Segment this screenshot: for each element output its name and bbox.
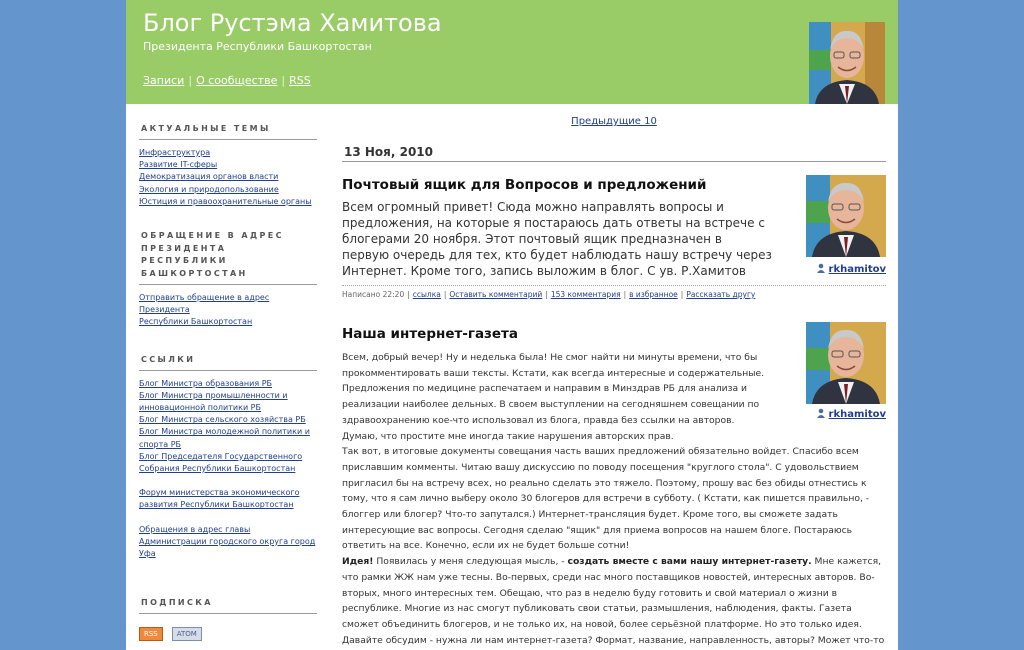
appeal-link[interactable] xyxy=(139,293,269,326)
post-title[interactable]: Наша интернет-газета xyxy=(342,326,518,342)
author-portrait-photo xyxy=(809,22,885,104)
divider xyxy=(139,284,317,285)
divider xyxy=(139,139,317,140)
date-header: 13 Ноя, 2010 xyxy=(342,145,886,162)
subscribe-section xyxy=(139,596,317,641)
post xyxy=(342,326,886,648)
author-name: rkhamitov xyxy=(828,264,886,275)
post-body xyxy=(342,350,886,648)
page xyxy=(126,0,898,650)
list-item xyxy=(139,487,317,511)
links-list xyxy=(139,378,317,476)
post-timestamp: Написано 22:20 xyxy=(342,290,405,299)
topics-list xyxy=(139,147,317,208)
list-item xyxy=(139,378,317,390)
tell-friend-link[interactable]: Рассказать другу xyxy=(686,290,756,299)
list-item xyxy=(139,426,317,450)
topic-link[interactable]: Инфраструктура xyxy=(139,148,211,157)
links-section xyxy=(139,353,317,561)
spacer xyxy=(139,475,317,487)
list-item xyxy=(139,147,317,159)
list-item xyxy=(139,171,317,183)
external-link[interactable]: Форум министерства экономического развития Республики Башкортостан xyxy=(139,488,300,510)
nav-about-link[interactable]: О сообществе xyxy=(196,74,278,87)
divider xyxy=(139,613,317,614)
list-item xyxy=(139,390,317,414)
author-avatar[interactable] xyxy=(806,175,886,257)
list-item xyxy=(139,184,317,196)
appeal-section xyxy=(139,230,317,329)
topic-link[interactable]: Юстиция и правоохранительные органы xyxy=(139,196,312,206)
feed-badges xyxy=(139,621,317,641)
post-paragraph: Мне кажется, что рамки ЖЖ нам уже тесны. Во-первых, среди нас много поставщиков новостей, интересных авторов. Во-вторых, много интересных тем. Обещаю, что раз в неделю буду готовить и свой материал о жизни в республике. Многие из нас смогут публиковать свои статьи, размышления, наблюдения, факты. Газета сможет объединить блогеров, и не только их, на новой, более серьёзной платформе. Но это только идея. Давайте обсудим - нужна ли нам интернет-газета? Формат, название, направленность, авторы? Может что-то xyxy=(342,556,885,646)
links-heading: ССЫЛКИ xyxy=(141,354,196,364)
appeal-heading: ОБРАЩЕНИЕ В АДРЕС ПРЕЗИДЕНТА РЕСПУБЛИКИ БАШКОРТОСТАН xyxy=(141,231,284,278)
list-item xyxy=(139,196,317,208)
topic-link[interactable]: Развитие IT-сферы xyxy=(139,160,218,170)
appeal-link-line: Республики Башкортостан xyxy=(139,317,253,327)
divider xyxy=(139,370,317,371)
author-name: rkhamitov xyxy=(828,409,886,420)
links-list-extra xyxy=(139,524,317,561)
external-link[interactable]: Блог Министра сельского хозяйства РБ xyxy=(139,415,306,425)
appeal-list xyxy=(139,292,317,329)
post-footer: Написано 22:20 | ссылка | Оставить комментарий | 153 комментария | в избранное | Рассказать другу xyxy=(342,285,886,299)
post-body: Всем огромный привет! Сюда можно направлять вопросы и предложения, на которые я постараюсь дать ответы на встрече с блогерами 20 ноября. Этот почтовый ящик предназначен в первую очередь для тех, кто будет наблюдать нашу встречу через Интернет. Кроме того, запись выложим в блог. С ув. Р.Хамитов xyxy=(342,200,772,278)
post-title[interactable]: Почтовый ящик для Вопросов и предложений xyxy=(342,177,707,193)
add-favorite-link[interactable]: в избранное xyxy=(629,290,678,299)
blog-subtitle: Президента Республики Башкортостан xyxy=(143,40,372,53)
blog-title[interactable]: Блог Рустэма Хамитова xyxy=(143,9,442,37)
author-link[interactable] xyxy=(816,408,886,420)
pagination xyxy=(342,116,886,127)
topic-link[interactable]: Демократизация органов власти xyxy=(139,172,279,182)
list-item xyxy=(139,451,317,475)
permalink-link[interactable]: ссылка xyxy=(412,290,441,299)
nav-rss-link[interactable]: RSS xyxy=(289,74,311,87)
nav-posts-link[interactable]: Записи xyxy=(143,74,185,87)
main-content xyxy=(342,116,886,648)
post xyxy=(342,177,886,299)
atom-feed-button[interactable]: ATOM xyxy=(172,627,202,641)
sidebar xyxy=(139,122,317,650)
topic-link[interactable]: Экология и природопользование xyxy=(139,184,279,194)
post-idea-label: Идея! xyxy=(342,556,374,568)
appeal-link-line: Отправить обращение в адрес Президента xyxy=(139,293,270,315)
header xyxy=(126,0,898,104)
leave-comment-link[interactable]: Оставить комментарий xyxy=(449,290,543,299)
list-item xyxy=(139,292,317,329)
links-list-extra xyxy=(139,487,317,511)
topics-heading: АКТУАЛЬНЫЕ ТЕМЫ xyxy=(141,124,271,133)
subscribe-heading: ПОДПИСКА xyxy=(141,598,213,608)
rss-feed-button[interactable]: RSS xyxy=(139,627,163,641)
post-paragraph: Всем, добрый вечер! Ну и неделька была! Не смог найти ни минуты времени, что бы прокомментировать ваши тексты. Кстати, как всегда интересные и содержательные. Предложения по медицине распечатаем и направим в Минздрав РБ для анализа и реализации наиболее дельных. В своем выступлении на сегодняшнем совещании по здравоохранению кое-что использовал из блога, правда без ссылки на авторов. Думаю, что простите мне иногда такие нарушения авторских прав. xyxy=(342,352,765,442)
post-highlight: создать вместе с вами нашу интернет-газету. xyxy=(567,556,812,568)
topics-section xyxy=(139,122,317,208)
external-link[interactable]: Блог Министра молодежной политики и спорта РБ xyxy=(139,427,310,449)
user-icon xyxy=(816,408,826,418)
list-item xyxy=(139,524,317,561)
spacer xyxy=(139,512,317,524)
header-nav xyxy=(143,74,311,87)
external-link[interactable]: Блог Председателя Государственного Собрания Республики Башкортостан xyxy=(139,451,303,474)
external-link[interactable]: Блог Министра образования РБ xyxy=(139,378,273,388)
list-item xyxy=(139,414,317,426)
post-paragraph: Так вот, в итоговые документы совещания часть ваших предложений обязательно войдет. Спасибо всем приславшим комменты. Читаю вашу дискуссию по поводу посещения "круглого стола". С удовольствием пригласил бы на встречу всех, но реально сделать это тяжело. Поэтому, прошу вас без обиды отнестись к тому, что я сам лично выберу около 30 блогеров для встречи в субботу. ( Кстати, как пишется правильно, - блоггер или блогер? Что-то запутался.) Интернет-трансляция будет. Кроме того, вы сможете задать интересующие вас вопросы. Сегодня сделаю "ящик" для приема вопросов на нашем блоге. Постараюсь ответить на все. Конечно, если их не будет больше сотни! xyxy=(342,446,870,552)
list-item xyxy=(139,159,317,171)
post-paragraph: Появилась у меня следующая мысль, - xyxy=(373,556,568,568)
previous-page-link[interactable]: Предыдущие 10 xyxy=(571,116,657,127)
user-icon xyxy=(816,263,826,273)
author-avatar[interactable] xyxy=(806,322,886,404)
author-link[interactable] xyxy=(816,263,886,275)
external-link[interactable]: Обращения в адрес главы Администрации городского округа город Уфа xyxy=(139,524,316,559)
nav-separator: | xyxy=(281,74,286,87)
comments-count-link[interactable]: 153 комментария xyxy=(550,290,621,299)
nav-separator: | xyxy=(188,74,193,87)
external-link[interactable]: Блог Министра промышленности и инновационной политики РБ xyxy=(139,390,288,413)
